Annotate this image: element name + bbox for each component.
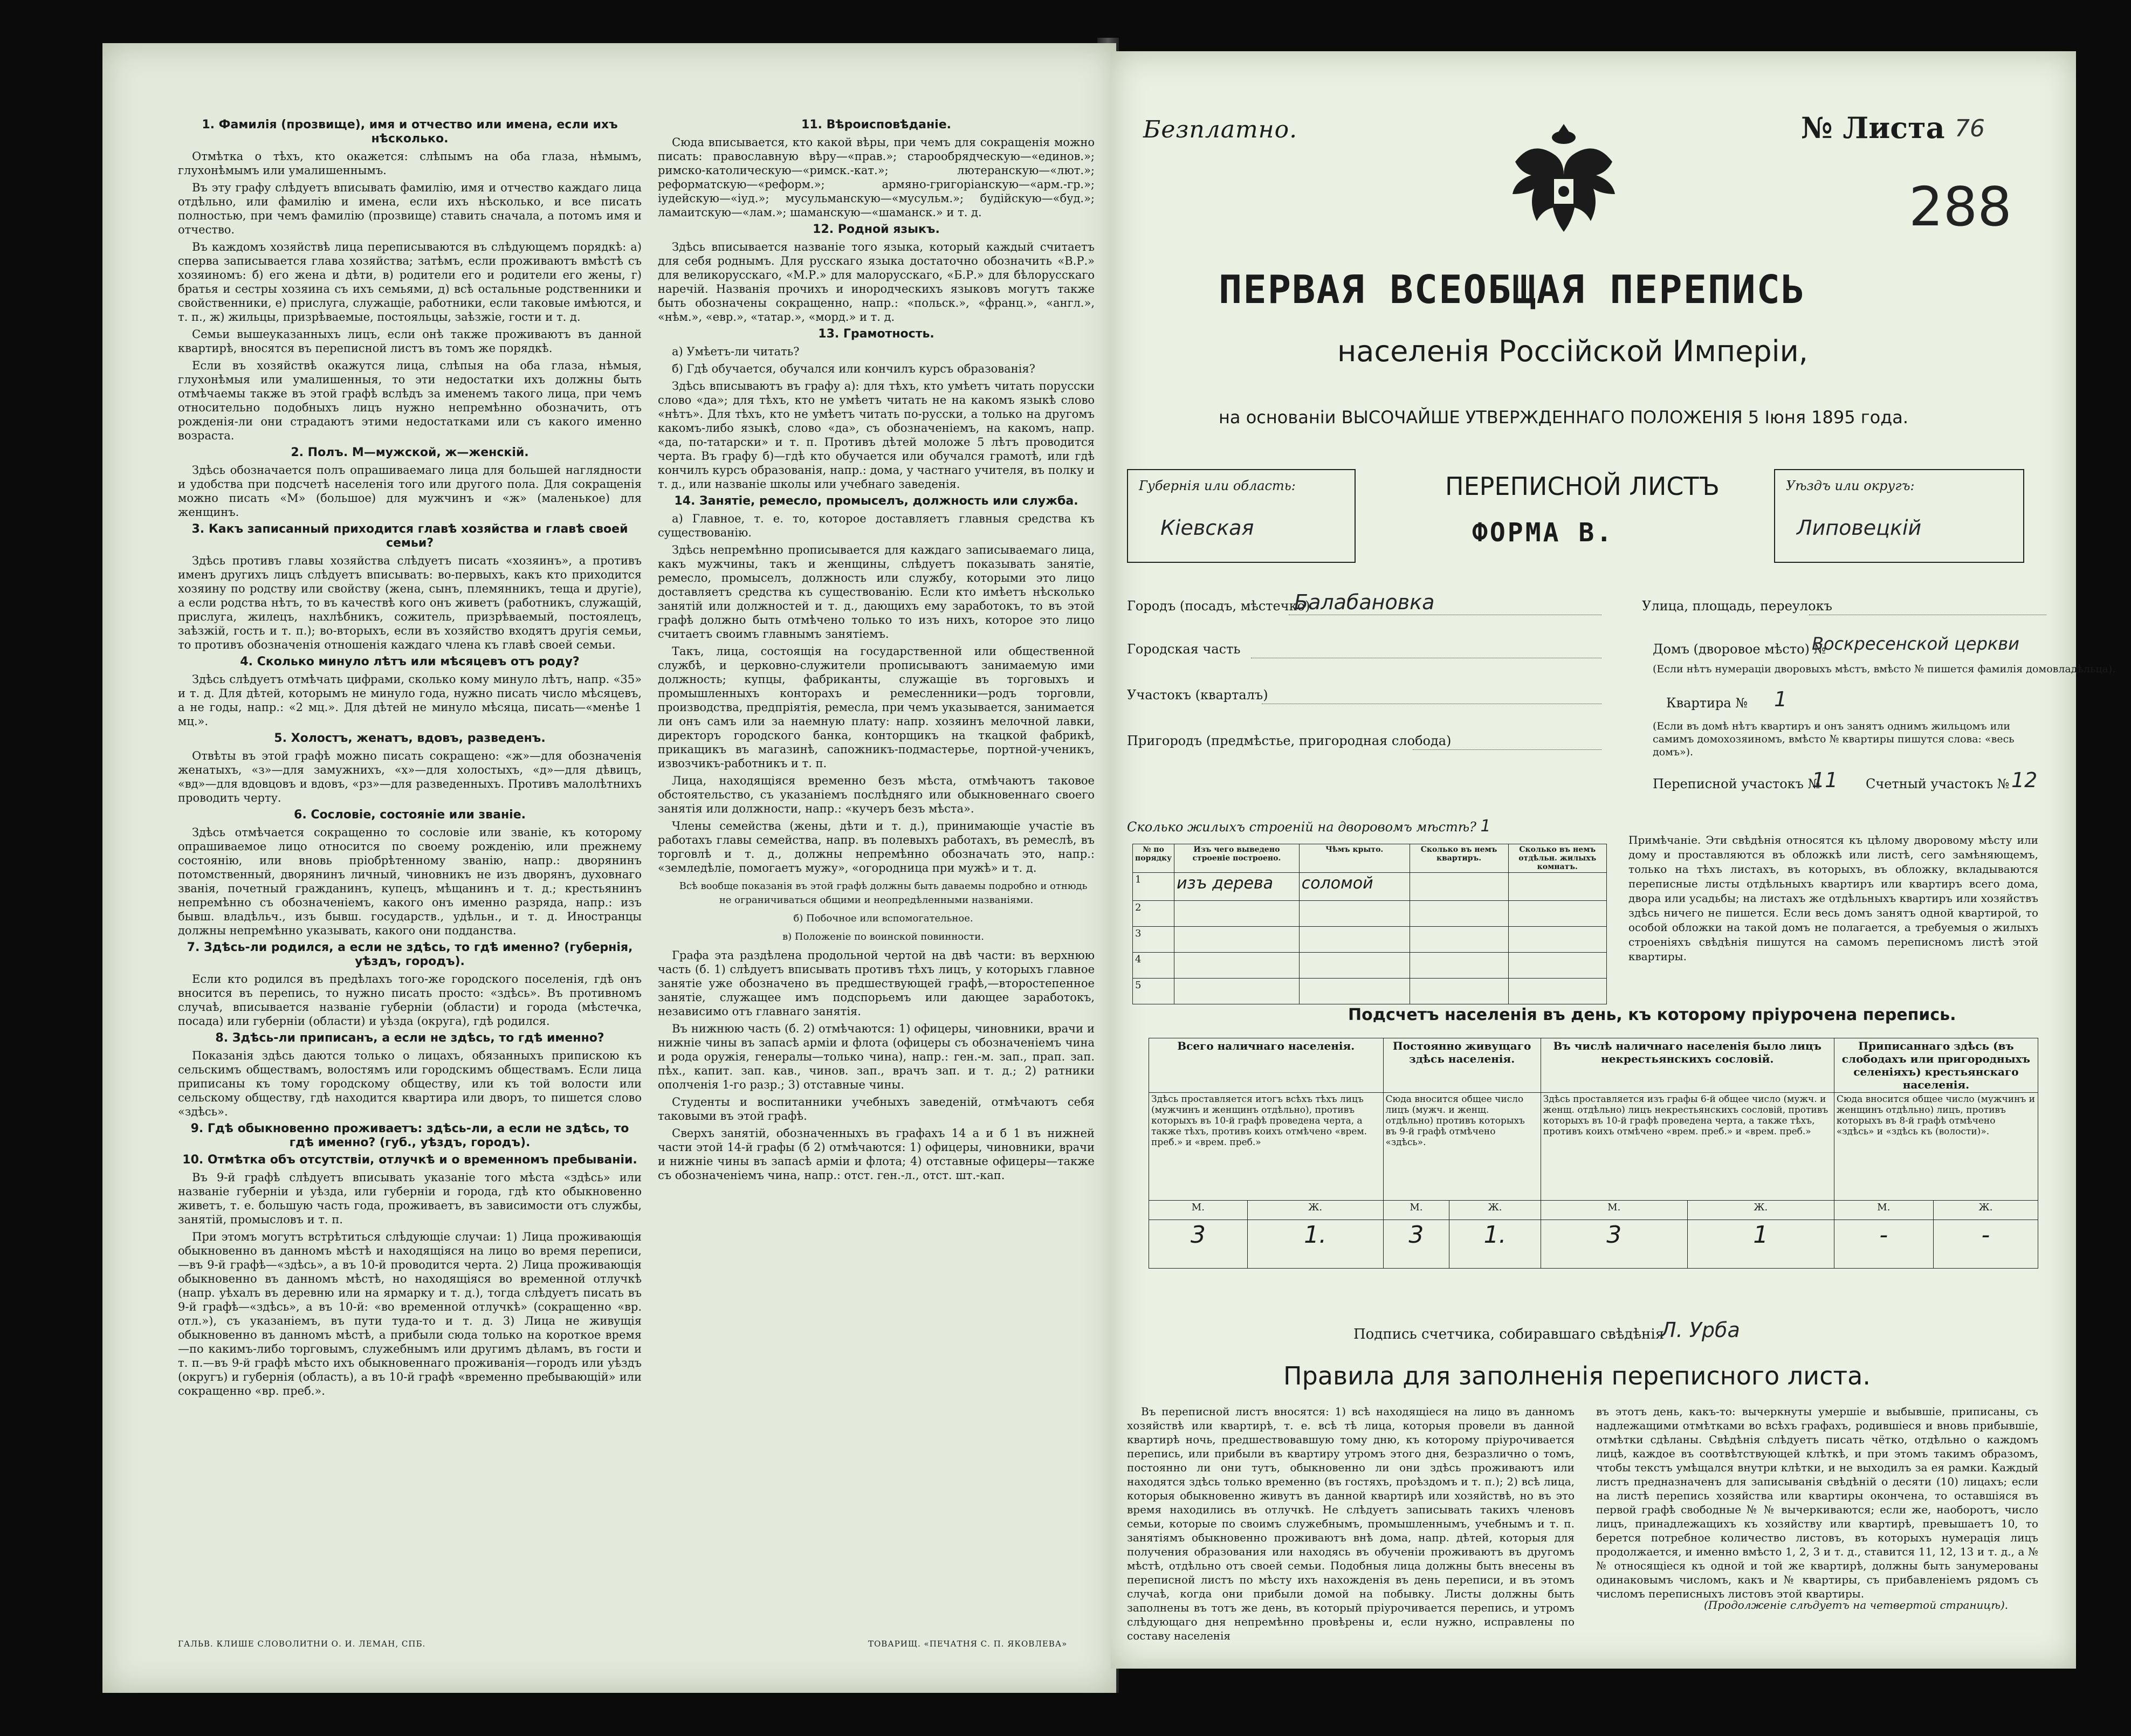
paragraph: Если въ хозяйствѣ окажутся лица, слѣпыя на оба глаза, нѣмыя, глухонѣмыя или умалишенныя, то эти недостатки ихъ должны быть отмѣчаемы также въ этой графѣ вслѣдъ за именемъ такого лица, при чемъ относительно подобныхъ лицъ нужно непремѣнно обозначить, отъ рожденія-ли они страдаютъ этими недостатками или съ какого именно возраста.	[178, 359, 642, 442]
buildings-table	[1132, 844, 1607, 1004]
paragraph: б) Гдѣ обучается, обучался или кончилъ курсъ образованія?	[672, 362, 1035, 375]
paragraph: Здѣсь вписывается названіе того языка, который каждый считаетъ для себя роднымъ. Для русскаго языка достаточно обозначить «В.Р.» для великорусскаго, «М.Р.» для малорусскаго, «Б.Р.» для бѣлорусскаго наречій. Названія прочихъ и инородческихъ языковъ могутъ также быть обозначены сокращенно, напр.: «польск.», «франц.», «англ.», «нѣм.», «евр.», «татар.», «морд.» и т. д.	[658, 240, 1095, 323]
pop-total-m: 3	[1149, 1220, 1248, 1269]
section-heading: 6. Сословіе, состояніе или званіе.	[294, 808, 526, 822]
double-headed-eagle-emblem	[1494, 113, 1634, 253]
table-row	[1133, 979, 1607, 1004]
pop-permanent-m: 3	[1383, 1220, 1449, 1269]
paragraph: Семьи вышеуказанныхъ лицъ, если онѣ также проживаютъ въ данной квартирѣ, вносятся въ переписной листъ въ томъ же порядкѣ.	[178, 328, 642, 355]
row-roof	[1299, 953, 1410, 979]
paragraph: Сверхъ занятій, обозначенныхъ въ графахъ 14 а и б 1 въ нижней части этой 14-й графы (б 2) отмѣчаются: 1) офицеры, чиновники, врачи и нижніе чины въ запасѣ армiи и флота; 4) отставные офицеры—также съ обозначеніемъ чина, напр.: отст. ген.-л., отст. шт.-кап.	[658, 1127, 1095, 1182]
section-heading: 8. Здѣсь-ли приписанъ, а если не здѣсь, то гдѣ именно?	[215, 1031, 604, 1045]
census-area-label: Переписной участокъ №	[1653, 776, 1820, 791]
paragraph: Въ нижнюю часть (б. 2) отмѣчаются: 1) офицеры, чиновники, врачи и нижніе чины въ запасѣ армiи и флота (офицеры съ обозначеніемъ чина и рода оружія, генералы—только чина), напр.: ген.-м. зап., прап. зап. пѣх., капит. зап. кав., чинов. зап., врачъ зап. и т. д.; 2) ратники ополченія 1-го разр.; 3) отставные чины.	[658, 1022, 1095, 1091]
buildings-value: 1	[1480, 817, 1491, 836]
row-material	[1174, 979, 1300, 1004]
paragraph: Здѣсь вписываютъ въ графу а): для тѣхъ, кто умѣетъ читать порусски слово «да»; для тѣхъ, кто не умѣетъ читать не на какомъ языкѣ слово «нѣтъ». Для тѣхъ, кто не умѣетъ читать по-русски, а только на другомъ какомъ-либо языкѣ, слово «да», съ обозначеніемъ, на какомъ, напр. «да, по-татарски» и т. п. Противъ дѣтей моложе 5 лѣтъ проводится черта. Въ графу б)—гдѣ кто обучается или обучался грамотѣ, или гдѣ кончилъ курсъ образованія, напр.: дома, у частнаго учителя, въ полку и т. д., или названіе школы или учебнаго заведенія.	[658, 380, 1095, 491]
pop-nonpeasant-f: 1	[1687, 1220, 1834, 1269]
footer-left: ГАЛЬВ. КЛИШЕ СЛОВОЛИТНИ О. И. ЛЕМАН, СПБ.	[178, 1639, 426, 1649]
house-label: Домъ (дворовое мѣсто) №	[1653, 642, 1826, 657]
row-roof: соломой	[1299, 873, 1410, 901]
paragraph: Члены семейства (жены, дѣти и т. д.), принимающіе участіе въ работахъ главы семейства, напр. въ полевыхъ работахъ, въ ремеслѣ, въ торговлѣ и т. д., должны непремѣнно обозначать это, напр.: «земледѣліе, помогаетъ мужу», «огородница при мужѣ» и т. д.	[658, 819, 1095, 874]
paragraph: Въ 9-й графѣ слѣдуетъ вписывать указаніе того мѣста «здѣсь» или названіе губерніи и уѣзда, или губерніи и города, гдѣ кто обыкновенно живетъ, т. е. большую часть года, проживаетъ, въ зависимости отъ службы, занятій, промысловъ и т. п.	[178, 1171, 642, 1226]
row-rooms	[1508, 873, 1606, 901]
row-apartments	[1410, 873, 1508, 901]
population-count-title: Подсчетъ населенія въ день, къ которому пріурочена перепись.	[1348, 1005, 1956, 1024]
count-area-value: 12	[2011, 768, 2038, 792]
precinct-label: Участокъ (кварталъ)	[1127, 687, 1268, 702]
census-basis: на основаніи ВЫСОЧАЙШЕ УТВЕРЖДЕННАГО ПОЛОЖЕНІЯ 5 Іюня 1895 года.	[1219, 407, 1909, 428]
rules-continue: (Продолженіе слѣдуетъ на четвертой страницѣ).	[1704, 1599, 2009, 1611]
sheet-number-value: 76	[1955, 115, 1985, 142]
row-roof	[1299, 901, 1410, 927]
paragraph: Въ каждомъ хозяйствѣ лица переписываются въ слѣдующемъ порядкѣ: а) сперва записывается глава хозяйства; затѣмъ, если проживаютъ вмѣстѣ съ хозяиномъ: б) его жена и дѣти, в) родители его и родители его жены, г) братья и сестры хозяина съ ихъ семьями, д) всѣ остальные родственники и свойственники, е) прислуга, служащіе, работники, если таковые имѣются, и т. п., ж) жильцы, призрѣваемые, постояльцы, заѣзжіе, гости и т. д.	[178, 240, 642, 323]
pop-permanent-f: 1.	[1449, 1220, 1541, 1269]
row-material	[1174, 953, 1300, 979]
row-roof	[1299, 927, 1410, 953]
col-material: Изъ чего выведено строеніе построено.	[1174, 844, 1300, 873]
row-rooms	[1508, 953, 1606, 979]
census-subtitle: населенія Россійской Имперіи,	[1337, 334, 1808, 368]
f-label: Ж.	[1933, 1201, 2038, 1220]
m-label: М.	[1149, 1201, 1248, 1220]
section-heading: 11. Вѣроисповѣданіе.	[801, 118, 951, 132]
row-number: 4	[1133, 953, 1174, 979]
f-label: Ж.	[1247, 1201, 1383, 1220]
section-heading: 14. Занятіе, ремесло, промыселъ, должность или служба.	[674, 494, 1078, 508]
rules-title: Правила для заполненія переписного листа.	[1283, 1361, 1871, 1390]
buildings-label	[1127, 817, 1491, 836]
paragraph: Графа эта раздѣлена продольной чертой на двѣ части: въ верхнюю часть (б. 1) слѣдуетъ вписывать противъ тѣхъ лицъ, у которыхъ главное занятіе уже обозначено въ предшествующей графѣ,—второстепенное занятіе, служащее имъ подспорьемъ или дающее заработокъ, независимо отъ главнаго занятія.	[658, 949, 1095, 1018]
rules-column-2: въ этотъ день, какъ-то: вычеркнуты умершіе и выбывшіе, приписаны, съ надлежащими отмѣтками во всѣхъ графахъ, родившіеся и вновь прибывшіе, отмѣтки сдѣланы. Свѣдѣнія слѣдуетъ писать чётко, отдѣльно о каждомъ лицѣ, каждое въ соотвѣтствующей клѣткѣ, и при этомъ такимъ образомъ, чтобы текстъ умѣщался внутри клѣтки, и не выходилъ за ея рамки. Каждый листъ предназначенъ для записыванія свѣдѣній о десяти (10) лицахъ; если на листѣ перепись хозяйства или квартиры окончена, то оставшіяся въ первой графѣ свободные № № вычеркиваются; если же, наоборотъ, число лицъ, принадлежащихъ къ хозяйству или квартирѣ, превышаетъ 10, то берется потребное количество листовъ, въ которыхъ нумерація лицъ продолжается, и именно вмѣсто 1, 2, 3 и т. д., ставится 11, 12, 13 и т. д., а № № относящіеся къ одной и той же квартирѣ, должны быть занумерованы одинаковымъ числомъ, какъ и № квартиры, съ прибавленіемъ рядомъ съ числомъ переписныхъ листовъ этой квартиры.	[1596, 1405, 2038, 1600]
col-roof: Чѣмъ крыто.	[1299, 844, 1410, 873]
pop-col-4-head: Приписаннаго здѣсь (въ слободахъ или пригородныхъ селеніяхъ) крестьянскаго населенія.	[1834, 1038, 2038, 1093]
district-value: Липовецкій	[1797, 516, 1922, 540]
town-label: Городъ (посадъ, мѣстечко)	[1127, 598, 1310, 614]
left-page	[102, 43, 1116, 1693]
row-number: 2	[1133, 901, 1174, 927]
signature-value: Л. Урба	[1661, 1318, 1740, 1342]
row-number: 5	[1133, 979, 1174, 1004]
row-roof	[1299, 979, 1410, 1004]
province-value: Кіевская	[1160, 516, 1254, 540]
section-heading: 12. Родной языкъ.	[813, 223, 940, 236]
paragraph: Студенты и воспитанники учебныхъ заведеній, отмѣчаютъ себя таковыми въ этой графѣ.	[658, 1096, 1095, 1122]
buildings-header-row	[1133, 844, 1607, 873]
buildings-note: Примѣчаніе. Эти свѣдѣнія относятся къ цѣлому дворовому мѣсту или дому и проставляются въ обложкѣ или листѣ, сего замѣняющемъ, только на тѣхъ листахъ, въ которыхъ, въ обложку, вкладываются переписные листы отдѣльныхъ квартиръ или квартиръ всего дома, двора или усадьбы; на листахъ же отдѣльныхъ квартиръ или хозяйствъ здѣсь ничего не пишется. Если весь домъ занятъ одной квартирой, то особой обложки на такой домъ не полагается, а требуемыя о жилыхъ строеніяхъ свѣдѣнія пишутся на самомъ переписномъ листѣ этой квартиры.	[1628, 833, 2038, 963]
paragraph: Такъ, лица, состоящія на государственной или общественной службѣ, и церковно-служители прописываютъ занимаемую ими должность; купцы, фабриканты, служащіе въ торговыхъ и промышленныхъ конторахъ и ремесленники—родъ торговли, производства, предпріятія, ремесла, при чемъ указывается, занимается ли онъ самъ или за наемную плату: напр. хозяинъ мелочной лавки, директоръ городского банка, конторщикъ на ткацкой фабрикѣ, прикащикъ въ магазинѣ, сапожникъ-подмастерье, портной-ученикъ, извозчикъ-работникъ и т. п.	[658, 645, 1095, 770]
apartment-note-text: (Если въ домѣ нѣтъ квартиръ и онъ занятъ однимъ жильцомъ или самимъ домохозяиномъ, вмѣсто № квартиры пишутся слова: «весь домъ»).	[1653, 720, 2015, 758]
pop-col-4-desc: Сюда вносится общее число (мужчинъ и женщинъ отдѣльно) лицъ, противъ которыхъ въ 8-й графѣ отмѣчено «здѣсь» и «здѣсь къ (волости)».	[1834, 1093, 2038, 1201]
province-box	[1127, 469, 1356, 563]
paragraph: Въ эту графу слѣдуетъ вписывать фамилію, имя и отчество каждаго лица отдѣльно, или фамилію и имена, если ихъ нѣсколько, и все писать полностью, при чемъ фамилію (прозвище) ставить сначала, а потомъ имя и отчество.	[178, 181, 642, 236]
col-number: № по порядку	[1133, 844, 1174, 873]
paragraph: а) Главное, т. е. то, которое доставляетъ главныя средства къ существованію.	[658, 512, 1095, 539]
city-part-label: Городская часть	[1127, 642, 1241, 657]
signature-label: Подпись счетчика, собиравшаго свѣдѣнія	[1353, 1326, 1665, 1342]
section-heading: 13. Грамотность.	[818, 327, 934, 341]
paragraph: Если кто родился въ предѣлахъ того-же городского поселенія, гдѣ онъ вносится въ перепись, то нужно писать просто: «здѣсь». Въ противномъ случаѣ, вписывается названіе губерніи (области) и города (мѣстечка, посада) или губерніи (области) и уѣзда (округа), гдѣ родился.	[178, 973, 642, 1028]
section-heading: 4. Сколько минуло лѣтъ или мѣсяцевъ отъ роду?	[240, 655, 580, 669]
paragraph: а) Умѣетъ-ли читать?	[672, 345, 800, 358]
row-apartments	[1410, 901, 1508, 927]
row-rooms	[1508, 901, 1606, 927]
pop-col-1-head: Всего наличнаго населенія.	[1149, 1038, 1384, 1093]
population-mf-row	[1149, 1201, 2038, 1220]
f-label: Ж.	[1449, 1201, 1541, 1220]
row-apartments	[1410, 953, 1508, 979]
pop-total-f: 1.	[1247, 1220, 1383, 1269]
pop-nonpeasant-m: 3	[1541, 1220, 1687, 1269]
apartment-value: 1	[1774, 687, 1788, 711]
m-label: М.	[1541, 1201, 1687, 1220]
right-page	[1111, 51, 2116, 1669]
house-value: Воскресенской церкви	[1812, 633, 2019, 654]
population-header-row	[1149, 1038, 2038, 1093]
section-heading: 10. Отмѣтка объ отсутствіи, отлучкѣ и о временномъ пребываніи.	[182, 1153, 637, 1167]
apartment-note	[1653, 720, 2041, 759]
section-heading: 2. Полъ. М—мужской, ж—женскій.	[291, 446, 529, 459]
pop-col-2-head: Постоянно живущаго здѣсь населенія.	[1383, 1038, 1541, 1093]
house-note: (Если нѣтъ нумераціи дворовыхъ мѣстъ, вмѣсто № пишется фамилія домовладѣльца).	[1653, 663, 2116, 675]
instructions-column-1	[178, 116, 642, 1652]
m-label: М.	[1383, 1201, 1449, 1220]
pop-peasant-m: -	[1834, 1220, 1933, 1269]
row-number: 1	[1133, 873, 1174, 901]
paragraph: Здѣсь слѣдуетъ отмѣчать цифрами, сколько кому минуло лѣтъ, напр. «35» и т. д. Для дѣтей, которымъ не минуло года, нужно писать число мѣсяцевъ, а не годы, напр.: «2 мц.». Для дѣтей не минуло мѣсяца, писать—«менѣе 1 мц.».	[178, 673, 642, 728]
form-title: ПЕРЕПИСНОЙ ЛИСТЪ	[1445, 472, 1720, 501]
handwritten-archive-number: 288	[1909, 175, 2012, 238]
free-label: Безплатно.	[1143, 116, 1298, 143]
pop-col-3-head: Въ числѣ наличнаго населенія было лицъ некрестьянскихъ сословій.	[1541, 1038, 1834, 1093]
row-number: 3	[1133, 927, 1174, 953]
col-rooms: Сколько въ немъ отдѣльн. жилыхъ комнатъ.	[1508, 844, 1606, 873]
row-rooms	[1508, 979, 1606, 1004]
paragraph: Лица, находящіяся временно безъ мѣста, отмѣчаютъ таковое обстоятельство, съ указаніемъ послѣдняго или обыкновеннаго своего занятія или должности, напр.: «кучеръ безъ мѣста».	[658, 774, 1095, 815]
row-apartments	[1410, 979, 1508, 1004]
paragraph: Здѣсь отмѣчается сокращенно то сословіе или званіе, къ которому опрашиваемое лицо относится по своему рожденію, или прежнему состоянію, или вновь пріобрѣтенному званію, напр.: дворянинъ потомственный, дворянинъ личный, чиновникъ не изъ дворянъ, духовнаго званія, почетный гражданинъ, купецъ, мѣщанинъ и т. д.; крестьянинъ непремѣнно съ обозначеніемъ, какого онъ именно разряда, напр.: изъ бывш. владѣльч., изъ бывш. государств., удѣльн., и т. д. Иностранцы должны непремѣнно указывать, какого они подданства.	[178, 826, 642, 937]
table-row	[1133, 873, 1607, 901]
table-row	[1133, 953, 1607, 979]
paragraph: Показанія здѣсь даются только о лицахъ, обязанныхъ припискою къ сельскимъ обществамъ, волостямъ или городскимъ обществамъ. Если лица приписаны къ тому городскому обществу, или къ той волости или сельскому обществу, гдѣ находится квартира или дворъ, то пишется слово «здѣсь».	[178, 1049, 642, 1118]
census-title: ПЕРВАЯ ВСЕОБЩАЯ ПЕРЕПИСЬ	[1219, 267, 1806, 312]
population-table	[1149, 1038, 2038, 1269]
table-row	[1133, 927, 1607, 953]
paragraph: Здѣсь непремѣнно прописывается для каждаго записываемаго лица, какъ мужчины, такъ и женщины, слѣдуетъ показывать занятіе, ремесло, промыселъ, должность или службу, которыми это лицо доставляетъ средства къ существованію. Если кто имѣетъ нѣсколько занятій или должностей и т. д., дающихъ ему заработокъ, то въ этой графѣ должно быть отмѣчено только то изъ нихъ, которое это лицо считаетъ своимъ главнымъ занятіемъ.	[658, 543, 1095, 640]
section-heading: 3. Какъ записанный приходится главѣ хозяйства и главѣ своей семьи?	[191, 522, 628, 550]
paragraph: Здѣсь обозначается полъ опрашиваемаго лица для большей наглядности и удобства при подсчетѣ населенія того или другого пола. Для сокращенія можно писать «М» (большое) для мужчинъ и «ж» (маленькое) для женщинъ.	[178, 464, 642, 519]
m-label: М.	[1834, 1201, 1933, 1220]
count-area-label: Счетный участокъ №	[1866, 776, 2010, 791]
row-material	[1174, 901, 1300, 927]
col-apartments: Сколько въ немъ квартиръ.	[1410, 844, 1508, 873]
section-heading: 7. Здѣсь-ли родился, а если не здѣсь, то гдѣ именно? (губернія, уѣздъ, городъ).	[187, 941, 633, 968]
pop-col-3-desc: Здѣсь проставляется изъ графы 6-й общее число (мужч. и женщ. отдѣльно) лицъ некрестьянскихъ сословій, противъ которыхъ въ 10-й графѣ проведена черта, а также тѣхъ, противъ коихъ отмѣчено «врем. преб.» и «врем. преб.»	[1541, 1093, 1834, 1201]
census-area-value: 11	[1812, 768, 1838, 792]
f-label: Ж.	[1687, 1201, 1834, 1220]
row-rooms	[1508, 927, 1606, 953]
pop-peasant-f: -	[1933, 1220, 2038, 1269]
suburb-line	[1413, 749, 1601, 750]
rules-column-1: Въ переписной листъ вносятся: 1) всѣ находящіеся на лицо въ данномъ хозяйствѣ или квартирѣ, т. е. всѣ тѣ лица, которыя провели въ данной квартирѣ ночь, предшествовавшую тому дню, къ которому пріурочивается перепись, или прибыли въ квартиру утромъ этого дня, безразлично о томъ, постоянно ли они тутъ, обыкновенно ли они здѣсь проживаютъ или находятся здѣсь только временно (въ гостяхъ, проѣздомъ и т. п.); 2) всѣ лица, которыя обыкновенно живутъ въ данной квартирѣ или хозяйствѣ, но въ это время находились въ отлучкѣ. Не слѣдуетъ записывать такихъ членовъ семьи, которые по своимъ служебнымъ, промышленнымъ, учебнымъ и т. п. занятіямъ обыкновенно проживаютъ внѣ дома, напр. дѣтей, которыя для получения образования или находясь въ обученіи проживаютъ въ другомъ мѣстѣ, отдѣльно отъ своей семьи. Подобныя лица должны быть внесены въ переписной листъ по мѣсту ихъ нахожденія въ день переписи, и въ этомъ случаѣ, когда они прибыли домой на побывку. Листы должны быть заполнены въ тотъ же день, въ который пріурочивается перепись, и утромъ слѣдующаго дня непремѣнно провѣрены и, если нужно, исправлены по составу населенія	[1127, 1405, 1575, 1642]
town-value: Балабановка	[1294, 590, 1435, 614]
paragraph: б) Побочное или вспомогательное.	[793, 913, 973, 924]
population-desc-row	[1149, 1093, 2038, 1201]
street-label: Улица, площадь, переулокъ	[1642, 598, 1832, 614]
form-subtitle: ФОРМА В.	[1472, 518, 1614, 548]
pop-col-2-desc: Сюда вносится общее число лицъ (мужч. и женщ. отдѣльно) противъ которыхъ въ 9-й графѣ отмѣчено «здѣсь».	[1383, 1093, 1541, 1201]
apartment-label: Квартира №	[1666, 695, 1748, 711]
paragraph: в) Положеніе по воинской повинности.	[782, 931, 984, 942]
instructions-column-2	[658, 116, 1095, 1652]
paragraph: Здѣсь противъ главы хозяйства слѣдуетъ писать «хозяинъ», а противъ именъ другихъ лицъ слѣдуетъ вписывать: во-первыхъ, какъ кто приходится хозяину по родству или свойству (жена, сынъ, племянникъ, теща и другіе), а если родства нѣтъ, то въ качествѣ кого онъ живетъ (работникъ, служащій, прислуга, жилецъ, нахлѣбникъ, сожитель, призрѣваемый, постоялецъ, заѣзжій, гость и т. п.); во-вторыхъ, если въ хозяйство входятъ другія семьи, то противъ обозначенія отношенія каждаго члена къ главѣ своей семьи.	[178, 554, 642, 651]
row-material: изъ дерева	[1174, 873, 1300, 901]
paragraph: Отвѣты въ этой графѣ можно писать сокращено: «ж»—для обозначенія женатыхъ, «з»—для замужнихъ, «х»—для холостыхъ, «д»—для дѣвицъ, «вд»—для вдовцовъ и вдовъ, «рз»—для разведенныхъ. Противъ малолѣтнихъ проводить черту.	[178, 749, 642, 804]
paragraph: Всѣ вообще показанія въ этой графѣ должны быть даваемы подробно и отнюдь не ограничиваться общими и неопредѣленными названіями.	[679, 880, 1088, 906]
sheet-number-label: № Листа	[1801, 111, 1945, 145]
province-label: Губернія или область:	[1139, 478, 1296, 493]
paragraph: При этомъ могутъ встрѣтиться слѣдующіе случаи: 1) Лица проживающія обыкновенно въ данномъ мѣстѣ и находящіяся на лицо во время переписи,—въ 9-й графѣ—«здѣсь», а въ 10-й проводится черта. 2) Лица проживающія обыкновенно въ данномъ мѣстѣ, но находящіяся во временной отлучкѣ (напр. уѣхалъ въ деревню или на ярмарку и т. д.), тогда слѣдуетъ писать въ 9-й графѣ—«здѣсь», а въ 10-й: «во временной отлучкѣ» (сокращенно «вр. отл.»), съ указаніемъ, въ пути туда-то и т. д. 3) Лица не живущія обыкновенно въ данномъ мѣстѣ, а прибыли сюда только на короткое время—по какимъ-либо торговымъ, служебнымъ или другимъ дѣламъ, въ гости и т. п.—въ 9-й графѣ мѣсто ихъ обыкновеннаго проживанія—городъ или уѣздъ (округъ) и губернія (область), а въ 10-й графѣ «временно пребывающій» или сокращенно «вр. преб.».	[178, 1230, 642, 1397]
section-heading: 5. Холостъ, женатъ, вдовъ, разведенъ.	[274, 732, 546, 745]
section-heading: 9. Гдѣ обыкновенно проживаетъ: здѣсь-ли, а если не здѣсь, то гдѣ именно? (губ., уѣздъ, городъ).	[190, 1122, 629, 1149]
table-row	[1133, 901, 1607, 927]
section-heading: 1. Фамилія (прозвище), имя и отчество или имена, если ихъ нѣсколько.	[202, 118, 618, 146]
row-material	[1174, 927, 1300, 953]
suburb-label: Пригородъ (предмѣстье, пригородная слобода)	[1127, 733, 1452, 748]
district-box	[1774, 469, 2024, 563]
paragraph: Отмѣтка о тѣхъ, кто окажется: слѣпымъ на оба глаза, нѣмымъ, глухонѣмымъ или умалишеннымъ.	[178, 150, 642, 177]
row-apartments	[1410, 927, 1508, 953]
paragraph: Сюда вписывается, кто какой вѣры, при чемъ для сокращенія можно писать: православную вѣру—«прав.»; старообрядческую—«единов.»; римско-католическую—«римск.-кат.»; лютеранскую—«лют.»; реформатскую—«реформ.»; армяно-григоріанскую—«арм.-гр.»; іудейскую—«іуд.»; мусульманскую—«мусульм.»; будійскую—«буд.»; ламаитскую—«лам.»; шаманскую—«шаманск.» и т. д.	[658, 136, 1095, 219]
footer-right: ТОВАРИЩ. «ПЕЧАТНЯ С. П. ЯКОВЛЕВА»	[868, 1639, 1068, 1649]
population-values-row	[1149, 1220, 2038, 1269]
district-label: Уѣздъ или округъ:	[1786, 478, 1915, 493]
pop-col-1-desc: Здѣсь проставляется итогъ всѣхъ тѣхъ лицъ (мужчинъ и женщинъ отдѣльно), противъ которыхъ въ 10-й графѣ проведена черта, а также тѣхъ, противъ коихъ отмѣчено «врем. преб.» и «врем. преб.»	[1149, 1093, 1384, 1201]
buildings-label-text: Сколько жилыхъ строеній на дворовомъ мѣстѣ?	[1127, 819, 1476, 835]
